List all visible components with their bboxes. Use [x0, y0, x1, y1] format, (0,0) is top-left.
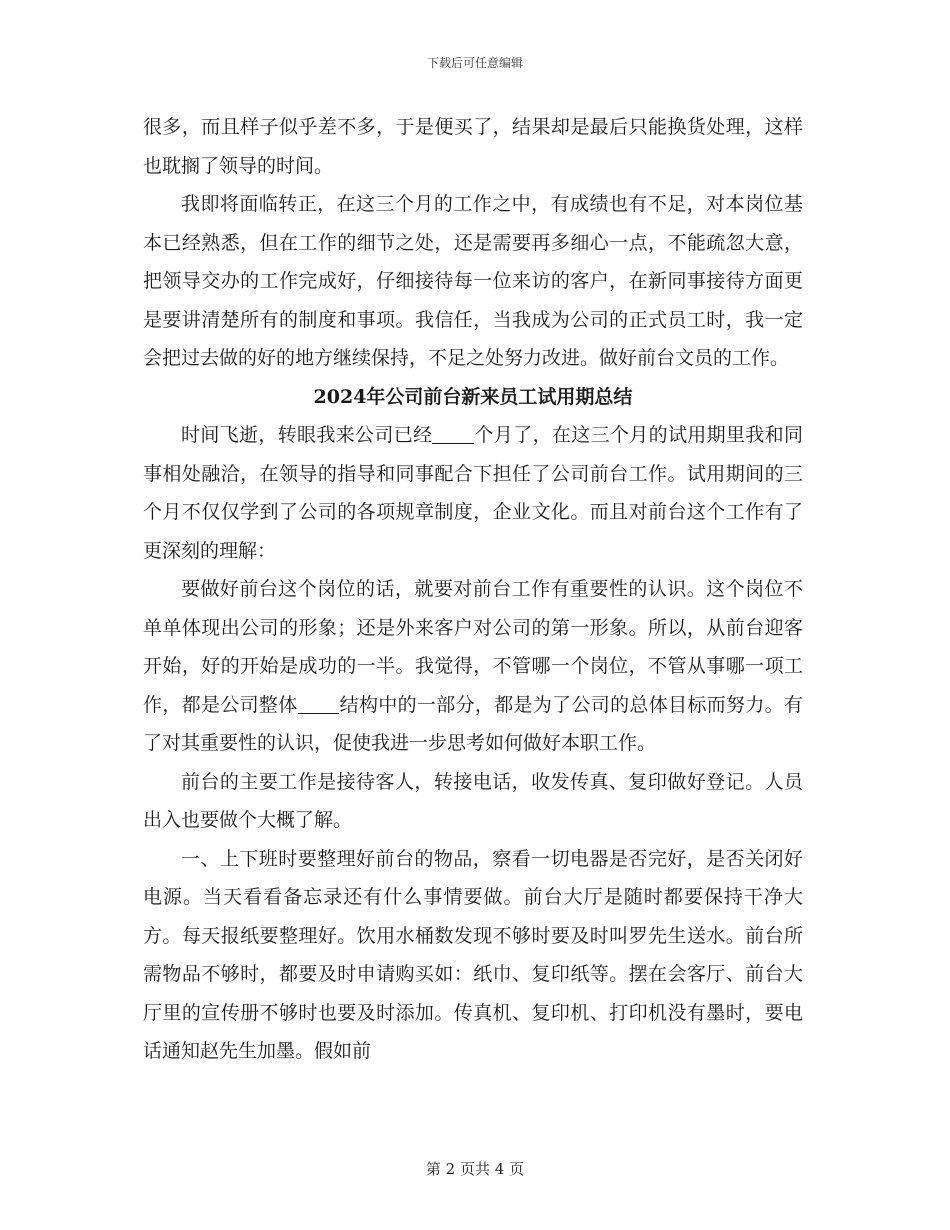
paragraph-continuation: 很多，而且样子似乎差不多，于是便买了，结果却是最后只能换货处理，这样也耽搁了领导的时间。 — [143, 116, 803, 177]
paragraph — [143, 570, 803, 763]
paragraph-text: 个月了，在这三个月的试用期里我和同事相处融洽，在领导的指导和同事配合下担任了公司前台工作。试用期间的三个月不仅仅学到了公司的各项规章制度，企业文化。而且对前台这个工作有了更深刻的理解： — [143, 424, 803, 562]
paragraph: 一、上下班时要整理好前台的物品，察看一切电器是否完好，是否关闭好电源。当天看看备忘录还有什么事情要做。前台大厅是随时都要保持干净大方。每天报纸要整理好。饮用水桶数发现不够时要及时叫罗先生送水。前台所需物品不够时，都要及时申请购买如：纸巾、复印纸等。摆在会客厅、前台大厅里的宣传册不够时也要及时添加。传真机、复印机、打印机没有墨时，要电话通知赵先生加墨。假如前 — [143, 847, 803, 1062]
section-title: 2024年公司前台新来员工试用期总结 — [313, 385, 633, 408]
paragraph-text: 时间飞逝，转眼我来公司已经 — [181, 424, 433, 446]
paragraph-text: 要做好前台这个岗位的话，就要对前台工作有重要性的认识。这个岗位不单单体现出公司的形象；还是外来客户对公司的第一形象。所以，从前台迎客开始，好的开始是成功的一半。我觉得，不管哪一个岗位，不管从事哪一项工作，都是公司整体 — [143, 578, 803, 716]
fill-in-blank — [432, 424, 474, 444]
fill-in-blank — [298, 694, 340, 714]
paragraph: 我即将面临转正，在这三个月的工作之中，有成绩也有不足，对本岗位基本已经熟悉，但在工作的细节之处，还是需要再多细心一点，不能疏忽大意，把领导交办的工作完成好，仔细接待每一位来访的客户，在新同事接待方面更是要讲清楚所有的制度和事项。我信任，当我成为公司的正式员工时，我一定会把过去做的好的地方继续保持，不足之处努力改进。做好前台文员的工作。 — [143, 193, 803, 369]
paragraph-text: 结构中的一部分，都是为了公司的总体目标而努力。有了对其重要性的认识，促使我进一步思考如何做好本职工作。 — [143, 693, 803, 754]
page-header: 下载后可任意编辑 — [426, 56, 523, 70]
document-body — [143, 108, 803, 1071]
paragraph — [143, 416, 803, 570]
page-footer: 第 2 页共 4 页 — [425, 1160, 525, 1178]
paragraph: 前台的主要工作是接待客人，转接电话，收发传真、复印做好登记。人员出入也要做个大概了解。 — [143, 770, 803, 831]
